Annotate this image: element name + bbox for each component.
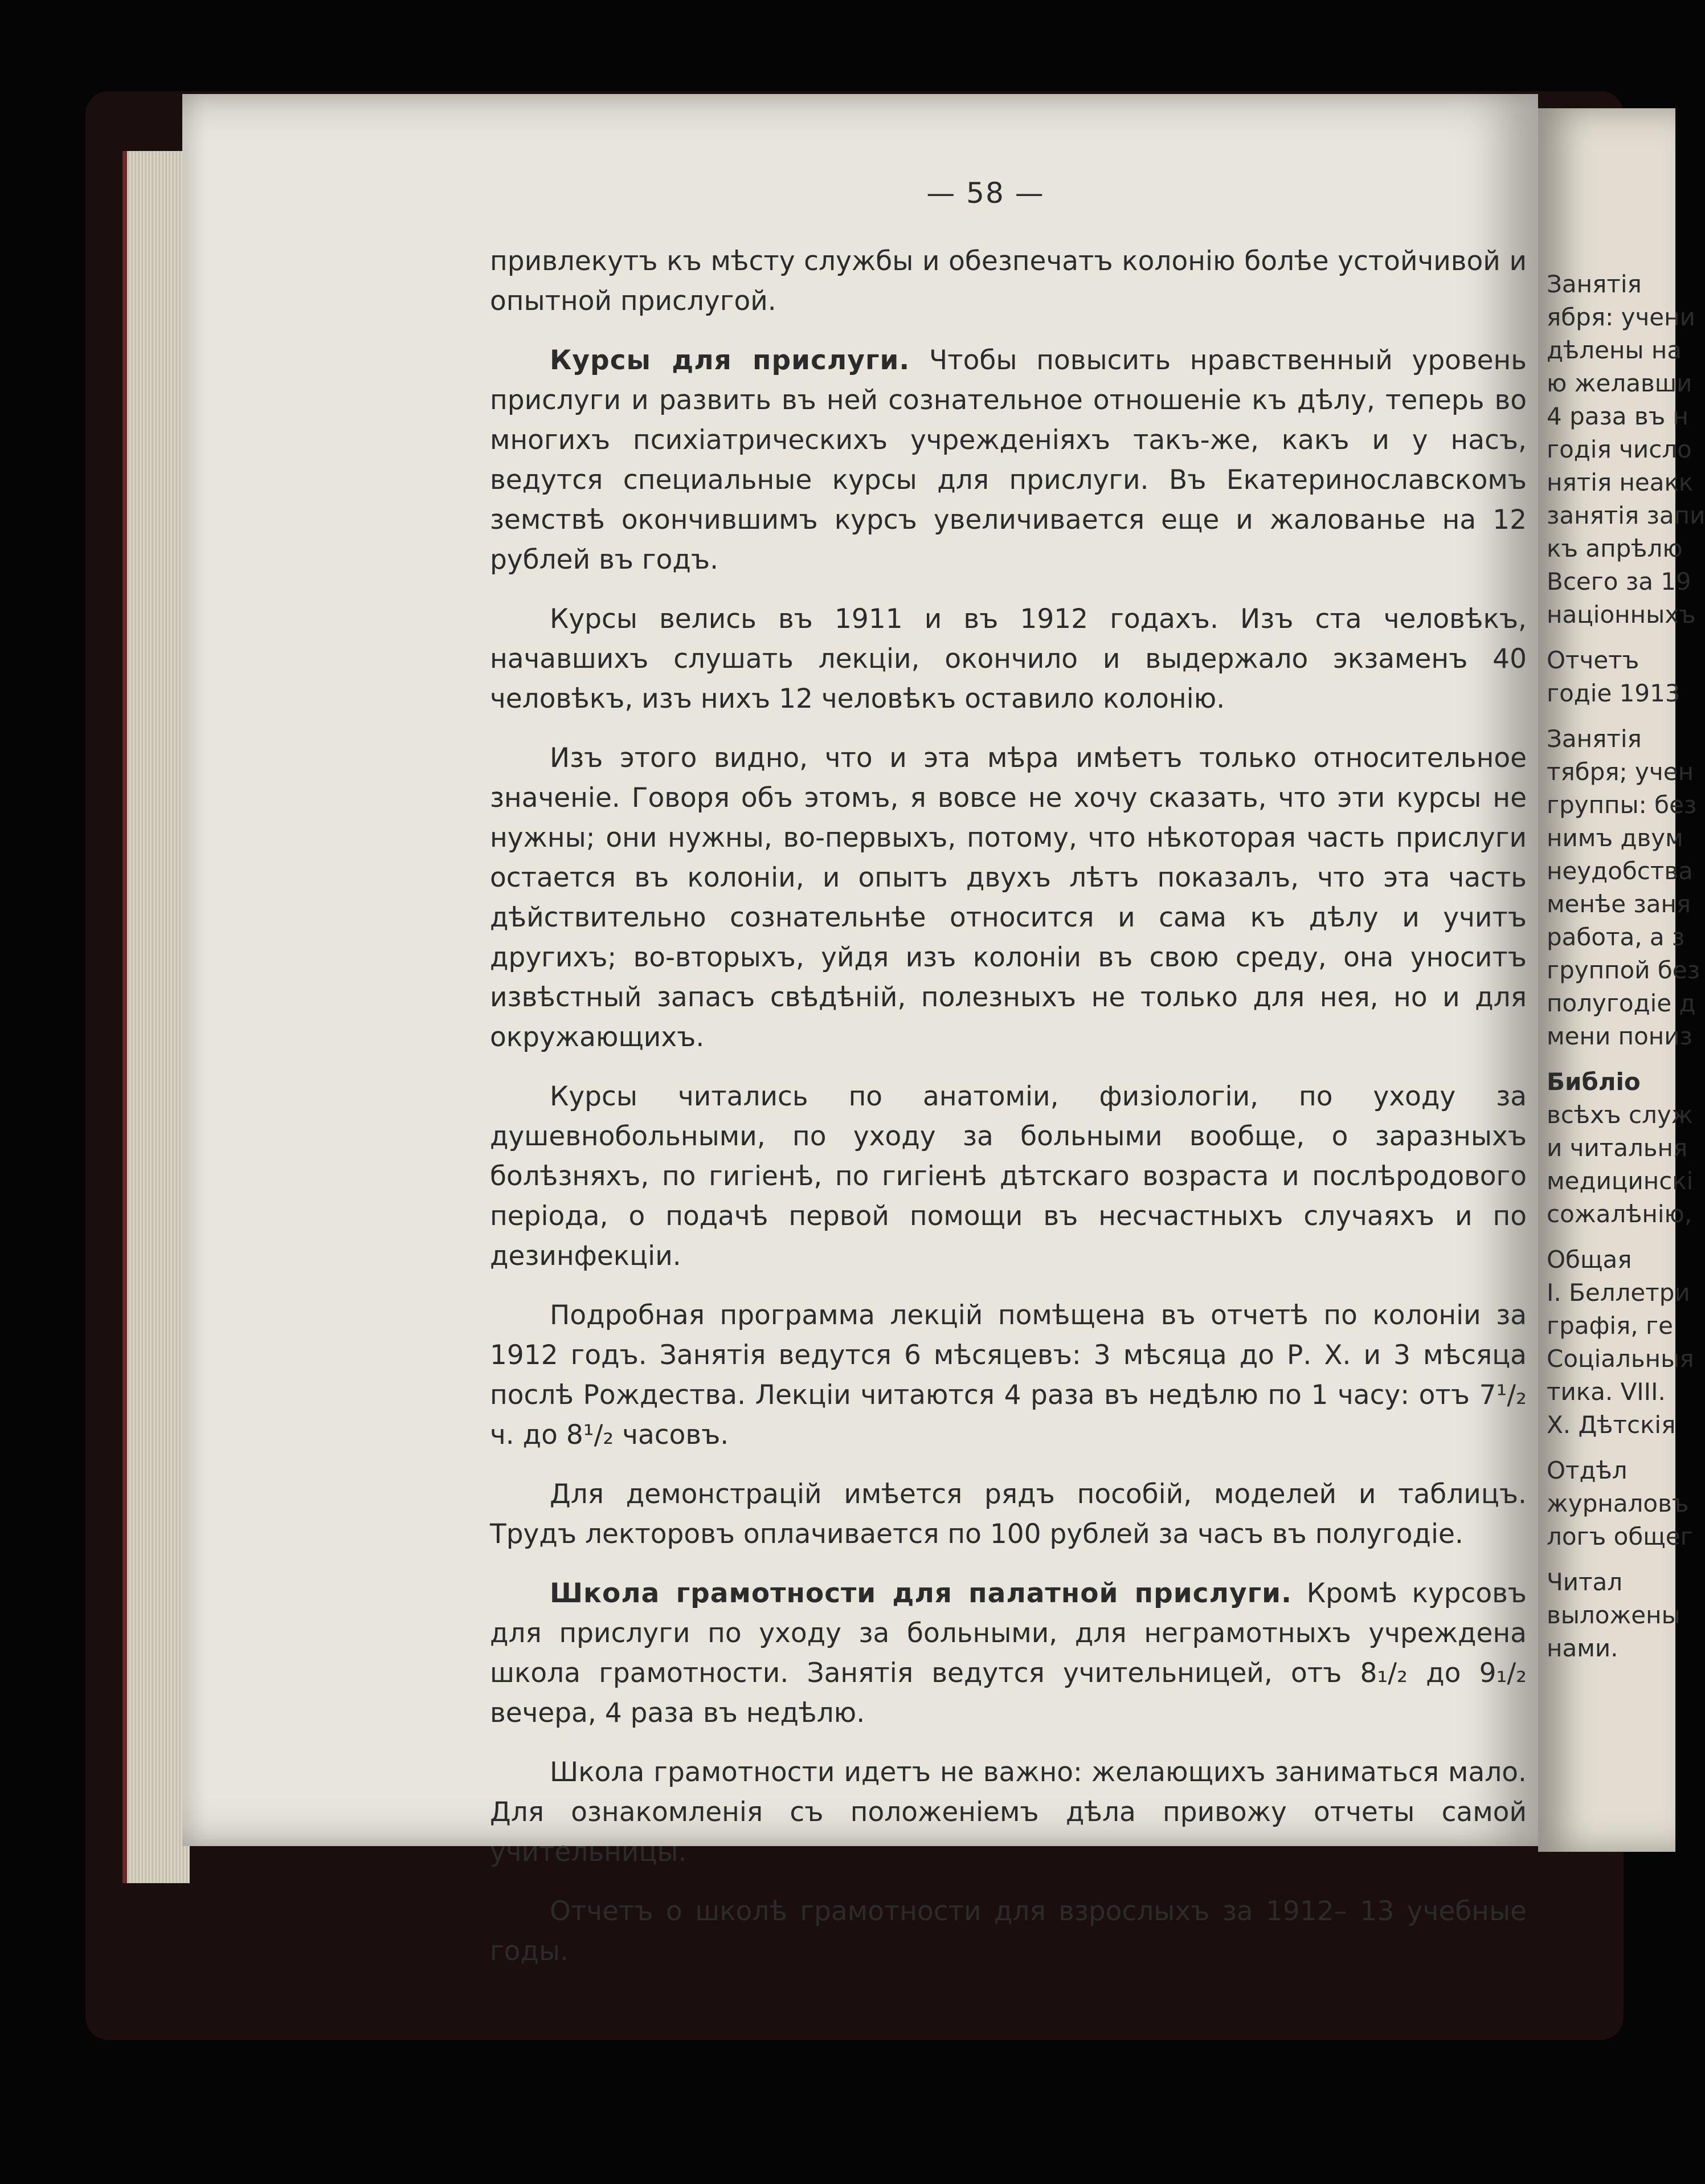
right-page-line: сожалѣнію, (1547, 1200, 1692, 1228)
right-page-line: нимъ двум (1547, 824, 1683, 852)
paragraph (490, 242, 1527, 321)
paragraph (490, 1475, 1527, 1554)
right-page-line: мени пониз (1547, 1022, 1692, 1050)
paragraph-text: привлекутъ къ мѣсту службы и обезпечатъ колонію болѣе устойчивой и опытной прислугой. (490, 246, 1527, 317)
paragraph-text: Курсы читались по анатоміи, физіологіи, по уходу за душевнобольными, по уходу за больными вообще, о заразныхъ болѣзняхъ, по гигіенѣ, по гигіенѣ дѣтскаго возраста и послѣродового періода, о подачѣ первой помощи въ несчастныхъ случаяхъ и по дезинфекціи. (490, 1081, 1527, 1272)
paragraph (490, 1077, 1527, 1276)
right-page-line: неудобства (1547, 857, 1693, 885)
right-page-line: медицинскі (1547, 1167, 1694, 1195)
right-page-line: націонныхъ (1547, 601, 1696, 628)
page-edges (122, 151, 190, 1883)
paragraph-text: Подробная программа лекцій помѣщена въ отчетѣ по колоніи за 1912 годъ. Занятія ведутся 6 мѣсяцевъ: 3 мѣсяца до Р. Х. и 3 мѣсяца послѣ Рождества. Лекціи читаются 4 раза въ недѣлю по 1 часу: отъ 7¹/₂ ч. до 8¹/₂ часовъ. (490, 1300, 1527, 1451)
right-page-line: Читал (1547, 1568, 1623, 1596)
right-page-line: всѣхъ служ (1547, 1101, 1693, 1129)
right-page-line: полугодіе д (1547, 989, 1696, 1017)
paragraph (490, 341, 1527, 580)
right-page-line: 4 раза въ н (1547, 402, 1689, 430)
right-page-line: годіе 1913 (1547, 679, 1681, 707)
right-page-line: менѣе заня (1547, 890, 1691, 918)
right-page-line: журналовъ (1547, 1489, 1689, 1517)
right-page-line: тября; учен (1547, 758, 1694, 786)
right-page-line: къ апрѣлю (1547, 534, 1683, 562)
left-page (490, 177, 1527, 1967)
paragraph (490, 1753, 1527, 1872)
right-page-line: нятія неакк (1547, 468, 1694, 496)
right-page-line: Общая (1547, 1246, 1632, 1273)
right-page-line: Отчетъ (1547, 646, 1639, 674)
paragraph-text: Чтобы повысить нравственный уровень прислуги и развить въ ней сознательное отношеніе къ дѣлу, теперь во многихъ психіатрическихъ учрежденіяхъ такъ-же, какъ и у насъ, ведутся специальные курсы для прислуги. Въ Екатеринославскомъ земствѣ окончившимъ курсъ увеличивается еще и жалованье на 12 рублей въ годъ. (490, 345, 1527, 575)
paragraph (490, 1892, 1527, 1971)
right-page-line: Занятія (1547, 725, 1642, 753)
right-page-line: нами. (1547, 1634, 1618, 1662)
right-page-line: Занятія (1547, 270, 1642, 298)
right-page-line: группы: без (1547, 791, 1697, 819)
paragraph (490, 599, 1527, 719)
paragraph (490, 738, 1527, 1058)
right-page-line: тика. VIII. (1547, 1378, 1666, 1406)
paragraph-text: Школа грамотности идетъ не важно: желающихъ заниматься мало. Для ознакомленія съ положеніемъ дѣла привожу отчеты самой учительницы. (490, 1757, 1527, 1868)
right-page-line: ю желавши (1547, 369, 1692, 397)
right-page-line: Всего за 19 (1547, 568, 1691, 595)
right-page-line: Библіо (1547, 1068, 1641, 1096)
right-page-line: дѣлены на (1547, 336, 1682, 364)
right-page-line: и читальня (1547, 1134, 1688, 1162)
right-page-line: группой без (1547, 956, 1700, 984)
section-heading: Курсы для прислуги. (550, 345, 910, 376)
page-number: — 58 — (926, 177, 1045, 210)
right-page-line: X. Дѣтскія (1547, 1411, 1676, 1439)
right-page-line: логъ общег (1547, 1522, 1693, 1550)
right-page-text (1547, 268, 1705, 1665)
right-page-line: Отдѣл (1547, 1456, 1628, 1484)
right-page-line: I. Беллетри (1547, 1279, 1690, 1307)
paragraph (490, 1574, 1527, 1733)
right-page-line: годія число (1547, 435, 1692, 463)
right-page-line: выложены (1547, 1601, 1681, 1629)
paragraph-text: Изъ этого видно, что и эта мѣра имѣетъ только относительное значеніе. Говоря объ этомъ, я вовсе не хочу сказать, что эти курсы не нужны; они нужны, во-первыхъ, потому, что нѣкоторая часть прислуги остается въ колоніи, и опытъ двухъ лѣтъ показалъ, что эта часть дѣйствительно сознательнѣе относится и сама къ дѣлу и учитъ другихъ; во-вторыхъ, уйдя изъ колоніи въ свою среду, она уноситъ извѣстный запасъ свѣдѣній, полезныхъ не только для нея, но и для окружающихъ. (490, 742, 1527, 1053)
right-page-line: Соціальныя (1547, 1345, 1694, 1373)
paragraph (490, 1296, 1527, 1455)
paragraph-text: Курсы велись въ 1911 и въ 1912 годахъ. Изъ ста человѣкъ, начавшихъ слушать лекціи, окончило и выдержало экзаменъ 40 человѣкъ, изъ нихъ 12 человѣкъ оставило колонію. (490, 603, 1527, 715)
right-page-line: занятія запи (1547, 501, 1705, 529)
right-page-line: графія, ге (1547, 1312, 1673, 1340)
section-heading: Школа грамотности для палатной прислуги. (550, 1578, 1292, 1609)
right-page-line: работа, а з (1547, 923, 1685, 951)
paragraph-text: Для демонстрацій имѣется рядъ пособій, моделей и таблицъ. Трудъ лекторовъ оплачивается по 100 рублей за часъ въ полугодіе. (490, 1479, 1527, 1550)
right-page-line: ября: учени (1547, 303, 1695, 331)
paragraph-text: Кромѣ курсовъ для прислуги по уходу за больными, для неграмотныхъ учреждена школа грамотности. Занятія ведутся учительницей, отъ 8₁/₂ до 9₁/₂ вечера, 4 раза въ недѣлю. (490, 1578, 1527, 1729)
paragraph-text: Отчетъ о школѣ грамотности для взрослыхъ за 1912– 13 учебные годы. (490, 1896, 1527, 1967)
